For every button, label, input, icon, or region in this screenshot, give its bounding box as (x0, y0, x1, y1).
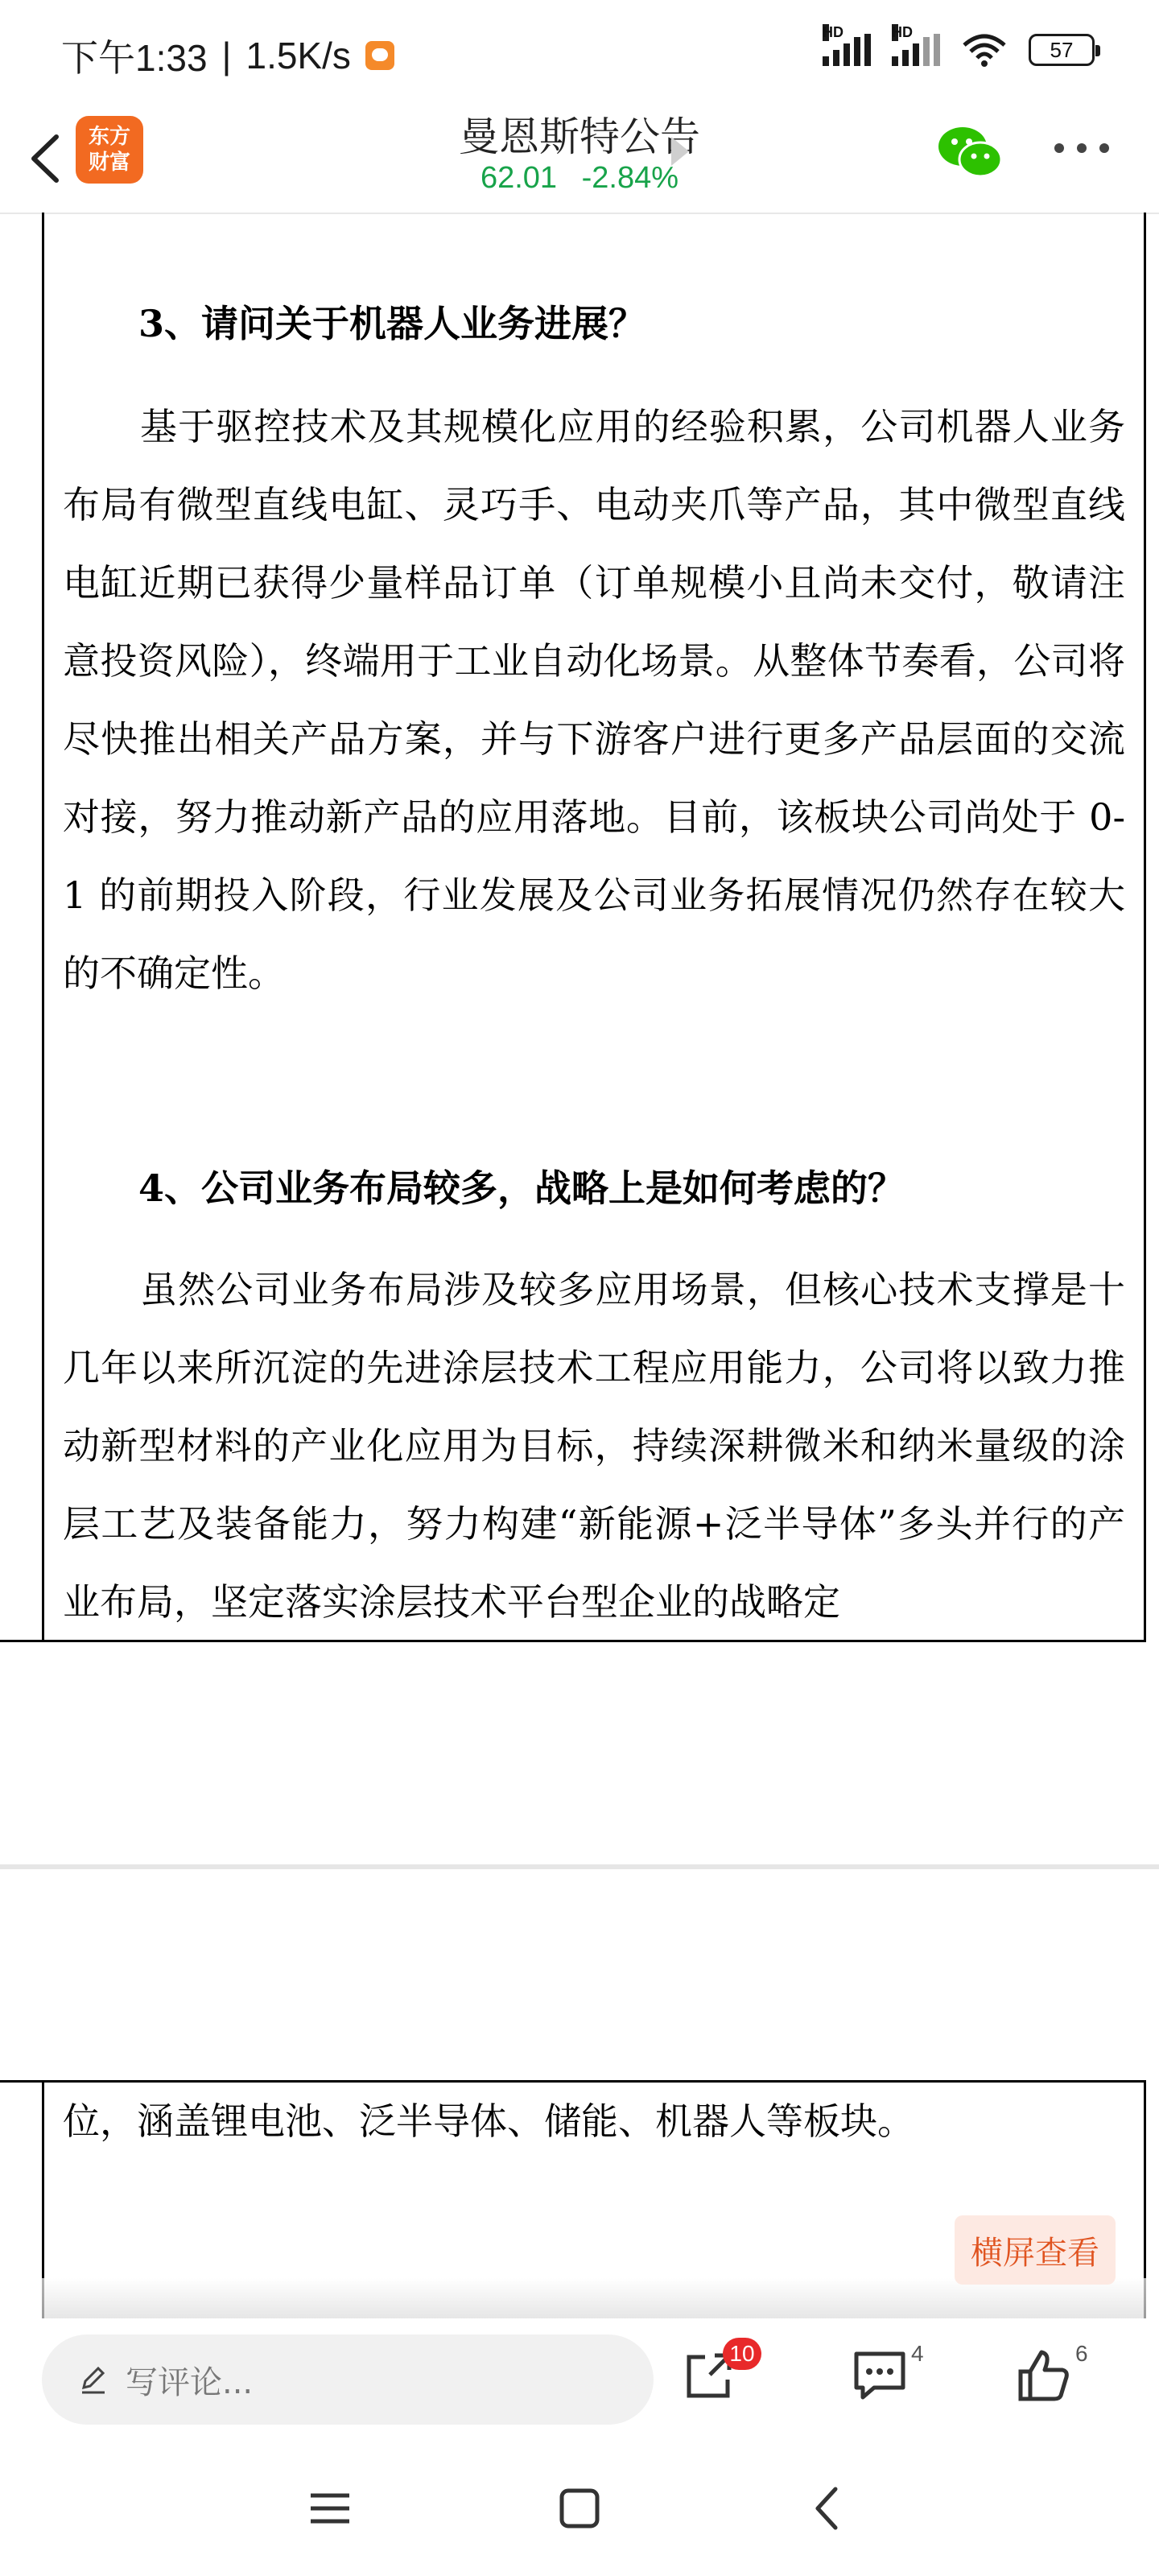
battery-level: 57 (1050, 37, 1074, 62)
question-4-answer: 虽然公司业务布局涉及较多应用场景，但核心技术支撑是十几年以来所沉淀的先进涂层技术工程应用能力，公司将以致力推动新型材料的产业化应用为目标，持续深耕微米和纳米量级的涂层工艺及装备能力，努力构建“新能源+泛半导体”多头并行的产业布局，坚定落实涂层技术平台型企业的战略定 (63, 1268, 1125, 1624)
network-speed: 1.5K/s (245, 35, 351, 76)
quote-arrow-icon[interactable] (671, 137, 689, 166)
logo-line1: 东方 (88, 125, 130, 149)
comment-input[interactable] (42, 2334, 654, 2425)
page-divider (0, 1864, 1159, 1869)
landscape-view-button[interactable]: 横屏查看 (955, 2215, 1116, 2285)
comments-button[interactable] (852, 2341, 924, 2415)
header (0, 105, 1159, 214)
status-left (61, 29, 394, 82)
signal-icon-2 (892, 24, 940, 66)
menu-icon[interactable] (306, 2484, 354, 2533)
wechat-share-icon[interactable] (934, 121, 1006, 185)
question-4-answer-continued: 位，涵盖锂电池、泛半导体、储能、机器人等板块。 (63, 2099, 914, 2143)
comment-placeholder: 写评论... (126, 2363, 254, 2401)
page-title[interactable]: 曼恩斯特公告 (459, 114, 700, 160)
signal-icon-1 (823, 24, 871, 66)
table-left-cell-2 (0, 2080, 42, 2083)
signal-hd-label: HD (823, 24, 843, 40)
back-nav-icon[interactable] (805, 2484, 853, 2533)
stock-price: 62.01 (480, 161, 558, 195)
comment-icon (852, 2347, 908, 2404)
status-time: 下午1:33 (61, 37, 208, 79)
system-nav-bar (0, 2439, 1159, 2576)
share-button[interactable] (681, 2341, 755, 2415)
logo-line2: 财富 (88, 151, 130, 175)
pencil-icon (77, 2363, 109, 2396)
share-count-badge: 10 (723, 2338, 761, 2370)
home-icon[interactable] (555, 2484, 604, 2533)
battery-icon (1029, 34, 1095, 66)
question-3-title: 3、请问关于机器人业务进展？ (138, 302, 646, 345)
thumbs-up-icon (1016, 2347, 1072, 2404)
status-bar (0, 0, 1159, 105)
signal-hd-label: HD (892, 24, 913, 40)
more-options-icon[interactable] (1054, 143, 1109, 153)
wifi-icon (961, 32, 1008, 68)
status-right (823, 24, 1095, 68)
like-count: 6 (1075, 2341, 1088, 2366)
stock-change: -2.84% (581, 161, 679, 195)
notification-icon (365, 41, 394, 70)
bottom-action-bar (0, 2318, 1159, 2439)
table-left-cell (0, 213, 42, 1642)
comment-count: 4 (911, 2341, 924, 2366)
question-4-title: 4、公司业务布局较多，战略上是如何考虑的？ (138, 1166, 905, 1210)
question-3-answer: 基于驱控技术及其规模化应用的经验积累，公司机器人业务布局有微型直线电缸、灵巧手、电动夹爪等产品，其中微型直线电缸近期已获得少量样品订单（订单规模小且尚未交付，敬请注意投资风险），终端用于工业自动化场景。从整体节奏看，公司将尽快推出相关产品方案，并与下游客户进行更多产品层面的交流对接，努力推动新产品的应用落地。目前，该板块公司尚处于 0-1 的前期投入阶段，行业发展及公司业务拓展情况仍然存在较大的不确定性。 (63, 405, 1125, 995)
status-separator: | (221, 35, 232, 76)
like-button[interactable] (1016, 2341, 1088, 2415)
